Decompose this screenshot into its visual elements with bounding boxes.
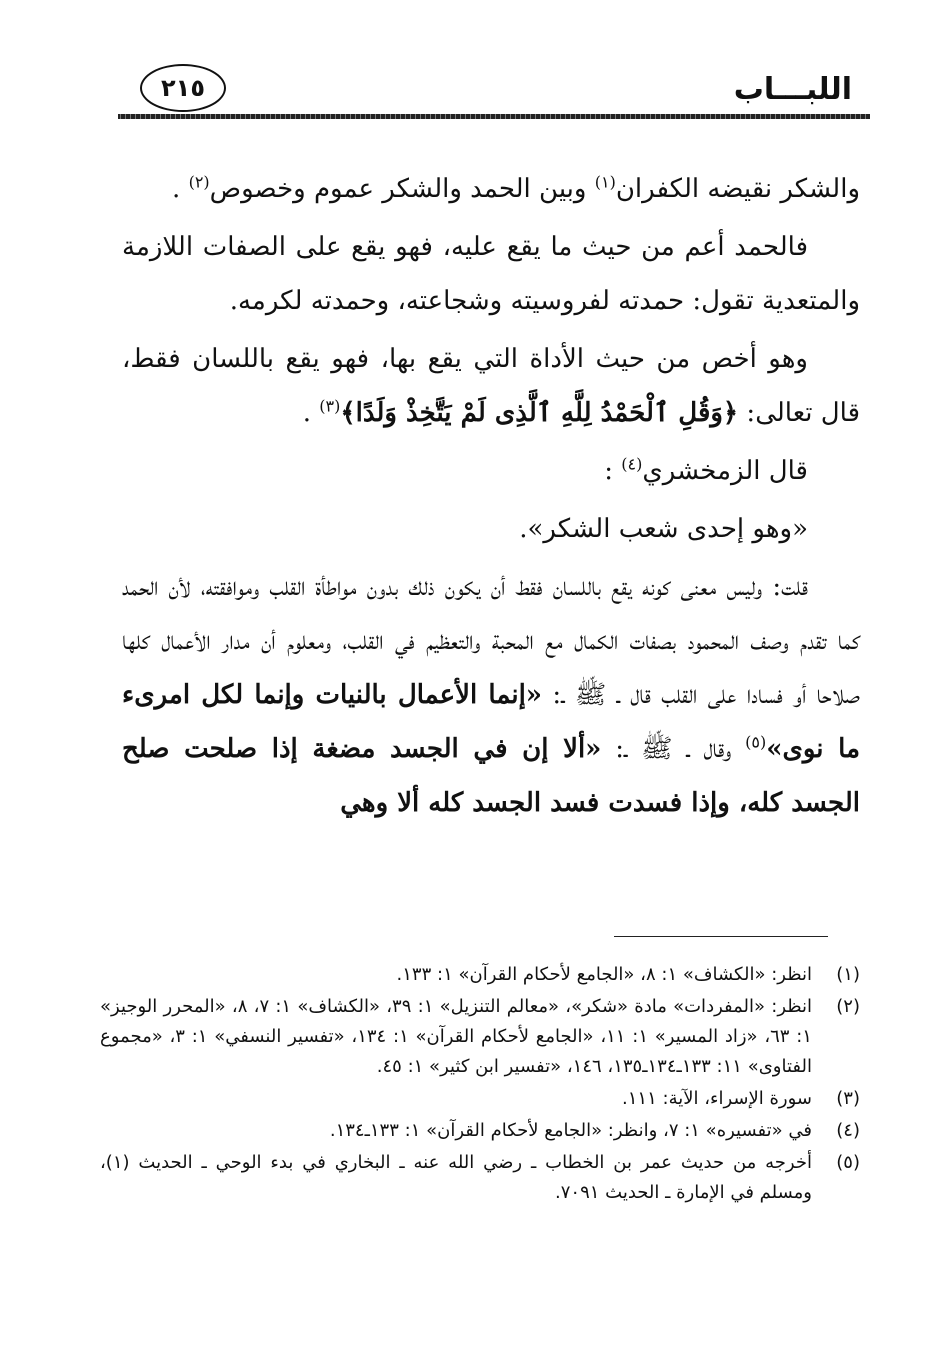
text: والشكر نقيضه الكفران (615, 174, 860, 204)
text: : (604, 456, 622, 486)
footnote-number: (٥) (836, 1152, 860, 1173)
paragraph-1 (122, 162, 860, 216)
paragraph-3 (122, 332, 860, 440)
running-title: اللبـــاب (733, 72, 852, 107)
page-number: ٢١٥ (140, 64, 226, 112)
body-text (122, 162, 860, 834)
header-rule (118, 114, 870, 119)
footnote-ref-3: (٣) (319, 396, 341, 416)
footnote-ref-2: (٢) (188, 172, 210, 192)
footnote-number: (١) (836, 964, 860, 985)
footnote-text: انظر: «المفردات» مادة «شكر»، «معالم التنزيل» ١: ٣٩، «الكشاف» ١: ٧، ٨، «المحرر الوجيز» ١: ٦٣، «زاد المسير» ١: ١١، «الجامع لأحكام القرآن» ١: ١٣٤، «تفسير النسفي» ١: ٣، «مجموع الفتاوى» ١١: ١٣٣ـ١٣٤ـ١٣٥، ١٤٦، «تفسير ابن كثير» ١: ٤٥. (100, 996, 813, 1077)
text: وهو أخص من حيث الأداة التي يقع بها، فهو يقع باللسان فقط، قال تعالى: (122, 344, 860, 428)
hadith-quote-2: «ألا إن في الجسد مضغة إذا صلحت صلح الجسد كله، وإذا فسدت فسد الجسد كله ألا وهي (122, 734, 860, 818)
text: قلت: وليس معنى كونه يقع باللسان فقط أن يكون ذلك بدون مواطأة القلب وموافقته، لأن الحمد كما تقدم وصف المحمود بصفات الكمال مع المحبة والتعظيم في القلب، ومعلوم أن مدار الأعمال كلها صلاحا أو فسادا على القلب قال ـ ﷺ ـ: (122, 572, 860, 710)
footnote-separator (614, 936, 828, 937)
footnote (100, 992, 860, 1082)
text: . (172, 174, 189, 204)
footnote-text: في «تفسيره» ١: ٧، وانظر: «الجامع لأحكام القرآن» ١: ١٣٣ـ١٣٤. (329, 1120, 812, 1141)
paragraph-4 (122, 444, 860, 498)
footnote-ref-1: (١) (594, 172, 616, 192)
footnote-text: سورة الإسراء، الآية: ١١١. (622, 1088, 812, 1109)
footnote (100, 1148, 860, 1208)
text: قال الزمخشري (642, 456, 808, 486)
page-header (118, 62, 870, 120)
footnote (100, 1116, 860, 1146)
text: وقال ـ ﷺ ـ: (601, 734, 746, 764)
footnote-text: أخرجه من حديث عمر بن الخطاب ـ رضي الله عنه ـ البخاري في بدء الوحي ـ الحديث (١)، ومسلم في الإمارة ـ الحديث ٧٠٩١. (100, 1152, 812, 1203)
footnote-number: (٤) (836, 1120, 860, 1141)
hadith-quote-1: «إنما الأعمال بالنيات وإنما لكل امرىء ما نوى» (122, 680, 860, 764)
text: وبين الحمد والشكر عموم وخصوص (209, 174, 595, 204)
paragraph-5: «وهو إحدى شعب الشكر». (519, 514, 808, 544)
footnote (100, 960, 860, 990)
paragraph-6 (122, 560, 860, 830)
footnote-ref-4: (٤) (621, 454, 643, 474)
footnotes (100, 960, 860, 1210)
footnote-number: (٢) (836, 996, 860, 1017)
footnote-ref-5: (٥) (745, 732, 767, 752)
quran-verse: ﴿وَقُلِ ٱلْحَمْدُ لِلَّهِ ٱلَّذِى لَمْ يَتَّخِذْ وَلَدًا﴾ (340, 398, 739, 428)
footnote-text: انظر: «الكشاف» ١: ٨، «الجامع لأحكام القرآن» ١: ١٣٣. (396, 964, 812, 985)
footnote-number: (٣) (836, 1088, 860, 1109)
footnote (100, 1084, 860, 1114)
text: . (302, 398, 320, 428)
paragraph-2: فالحمد أعم من حيث ما يقع عليه، فهو يقع على الصفات اللازمة والمتعدية تقول: حمدته لفروسيته وشجاعته، وحمدته لكرمه. (122, 232, 860, 316)
